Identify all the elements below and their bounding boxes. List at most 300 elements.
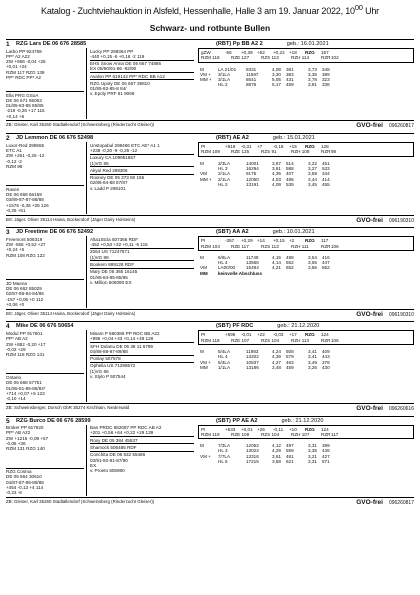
sire-line: Luxor-Red 298555 <box>6 142 45 148</box>
dam-line: 01/85-81-85-85/84* <box>6 385 46 391</box>
lactation-cell: 10837 <box>246 359 259 365</box>
lactation-cell: 3,31 <box>308 459 317 465</box>
lactation-cell: HL 3 <box>218 448 228 454</box>
lactation-cell: VM <box>200 265 207 271</box>
breeding-value: +0,01 <box>241 426 253 432</box>
lactation-table <box>198 66 414 89</box>
lot-header <box>6 416 414 425</box>
lactation-cell: 3,35 <box>308 71 317 77</box>
lactation-cell: 443 <box>322 354 330 360</box>
breeding-value: +0,29 <box>241 238 253 244</box>
dam-line: -0,23 -8 <box>6 490 22 496</box>
breeding-value: +7 <box>257 144 263 150</box>
breeding-value: -0,01 <box>241 332 252 338</box>
sire-dam-box <box>90 425 194 438</box>
sire-line: RZM 131 RZG 140 <box>6 446 45 452</box>
relative-values-row <box>201 432 411 437</box>
sire-line: +0,24 +5 <box>6 247 25 253</box>
bull-name: JD Lemmon DE 06 676 52498 <box>16 135 94 142</box>
lactation-cell: 3,30 <box>272 71 281 77</box>
lactation-cell: 4,15 <box>272 254 281 260</box>
lot-body <box>6 425 414 496</box>
lactation-cell: 552 <box>322 265 330 271</box>
relative-value: RZM 119 <box>201 431 220 437</box>
pedigree-parents <box>6 425 87 496</box>
lactation-cell: 9331 <box>246 66 257 72</box>
performance <box>194 236 414 307</box>
lot-body <box>6 48 414 119</box>
lactation-cell: 4,21 <box>272 265 281 271</box>
lactation-cell: 12052 <box>246 443 259 449</box>
lactation-cell: 1/1LA <box>218 364 231 370</box>
relative-value: RZH 113 <box>291 337 310 343</box>
sire-line: Larbo PP 924759 <box>6 48 42 54</box>
grandparent-line: Unstopabul 298466 ETC AE* A1 1 <box>90 142 160 148</box>
grandparent-line: EHS Snow Anna DE 06 667 74886 <box>90 61 161 67</box>
pedigree <box>6 142 194 213</box>
lactation-cell: 17215 <box>246 459 259 465</box>
lactation-cell: 4,14 <box>272 260 281 266</box>
lot-body <box>6 142 414 213</box>
lactation-cell: 552 <box>286 260 294 266</box>
dam-line: DE 06 662 85029 <box>6 286 42 292</box>
lactation-cell: M <box>200 254 204 260</box>
lot-footer <box>6 309 414 319</box>
breeding-value: +10 <box>289 426 297 432</box>
sire-box <box>6 425 84 469</box>
dam-sire-box <box>90 261 194 268</box>
pedigree <box>6 236 194 307</box>
relative-value: RZS 113 <box>261 243 279 249</box>
lactation-cell: 338 <box>322 82 330 88</box>
breeding-values-box <box>198 142 414 157</box>
lactation-cell: 414 <box>322 176 330 182</box>
lactation-cell: 459 <box>286 364 294 370</box>
sire-line: RZM 96 <box>6 163 23 169</box>
lactation-cell: 3,35 <box>308 448 317 454</box>
relative-value: 106 <box>331 243 339 249</box>
sire-line: Broker PP 917620 <box>6 425 44 431</box>
sire-line: ZW +1216 -0,08 +57 <box>6 435 49 441</box>
lot-number: 3 <box>6 229 10 237</box>
lactation-cell: 13202 <box>246 354 259 360</box>
breeding-value: RZG <box>305 426 315 432</box>
lot-entry <box>6 416 414 507</box>
lactation-cell: 7/7LA <box>218 453 231 459</box>
grandparent-line: Akyol Red 298306 <box>90 167 128 173</box>
bull-name: RZG Lars DE 06 676 28585 <box>16 41 87 47</box>
breeding-value: 124 <box>321 426 329 432</box>
breeding-value: +18 <box>289 50 297 55</box>
breeding-value: -0,03 <box>273 332 284 338</box>
birth-date: geb.: 21.12.2020 <box>277 323 320 330</box>
sire-dam-dam-box <box>90 437 194 444</box>
breeding-value: -0,11 <box>273 426 284 432</box>
pedigree-grandparents <box>87 142 194 213</box>
lactation-cell: 3,22 <box>308 160 317 166</box>
dam-line: +1576 -0,36 +26 126 <box>6 202 49 208</box>
lot-footer <box>6 215 414 225</box>
sire-line: ZW +882 -0,20 +17 <box>6 341 46 347</box>
lactation-cell: 389 <box>322 71 330 77</box>
lactation-cell: 3/3LA <box>218 160 231 166</box>
dam-line: +714 +0,07 +5 123 <box>6 390 45 396</box>
sire-line: Freemont 508319 <box>6 236 43 242</box>
lactation-cell: 508 <box>286 349 294 355</box>
phone-number: 096260817 <box>388 123 414 130</box>
pedigree-grandparents <box>87 330 194 401</box>
lactation-cell: 588 <box>286 166 294 171</box>
lactation-cell: 3,58 <box>272 459 281 465</box>
breeding-value: +0,15 <box>273 238 285 244</box>
breeding-value: PI <box>201 426 206 432</box>
lactation-cell: 4,39 <box>272 354 281 360</box>
pedigree-grandparents <box>87 425 194 496</box>
lactation-cell: 3,41 <box>308 354 317 360</box>
lot-entry <box>6 133 414 224</box>
grandparent-line: RZG Upoly DE 06 667 39810 <box>90 80 150 86</box>
lactation-cell: 3,73 <box>308 66 317 72</box>
grandparent-line: Shamock 506485 RDF <box>90 444 137 450</box>
performance <box>194 425 414 496</box>
breeding-value: +0,39 <box>241 50 253 55</box>
owner-line: ZB: Gleiser, Karl 35260 Stadtallendorf (Schweinsberg (Rinderzucht Gleiser)) <box>6 122 155 128</box>
lot-number: 1 <box>6 41 10 48</box>
dam-line: JD Maena <box>6 280 27 286</box>
dam-line: Raven <box>6 186 20 192</box>
lactation-cell: 13316 <box>246 453 259 459</box>
grandparent-line: +238 -0,20 -9 -0,25 -12 <box>90 147 138 153</box>
gvo-status: GVO-frei 096260817 <box>356 122 414 130</box>
lactation-cell: MM <box>200 270 208 276</box>
relative-values-row <box>201 338 411 343</box>
lactation-cell: 8876 <box>246 82 257 88</box>
dam-line: -219 -0,26 +17 115 <box>6 108 45 114</box>
breeding-value: RZG <box>305 332 315 338</box>
dam-line: DE 06 671 65063 <box>6 97 42 103</box>
breeding-value: -0,18 <box>273 144 284 150</box>
pedigree-parents <box>6 48 87 119</box>
lactation-cell <box>272 271 286 276</box>
gvo-status: GVO-frei 096190310 <box>356 310 414 318</box>
lactation-cell: LA 21/01 <box>218 66 237 72</box>
breeding-value: +633 <box>225 426 236 432</box>
phone-number: 096260616 <box>388 405 414 412</box>
dam-sire-box <box>90 73 194 80</box>
sire-line: ZW +261 -0,25 -12 <box>6 153 45 159</box>
lactation-cell <box>200 459 218 464</box>
dam-line: -157 +0,06 +0 112 <box>6 296 44 302</box>
lot-body <box>6 236 414 307</box>
lactation-cell: VM + <box>200 359 211 365</box>
lactation-cell: 3,61 <box>272 453 281 459</box>
sire-dam-box <box>90 48 194 61</box>
lactation-cell: 3,44 <box>308 176 317 182</box>
grandparent-line: Lucky PP 298364 PP <box>90 48 134 54</box>
birth-date: geb.: 10.01.2021 <box>272 229 315 236</box>
breeding-value: 128 <box>321 144 329 150</box>
lactation-cell: 13186 <box>246 364 259 370</box>
grandparent-line: Roxy DE 05 384 45537 <box>90 437 138 443</box>
lactation-cell: HL 2 <box>218 181 228 187</box>
performance <box>194 142 414 213</box>
breeding-value: 124 <box>321 332 329 338</box>
lactation-cell: 381 <box>286 66 294 72</box>
lot-number: 5 <box>6 417 10 425</box>
sire-line: RZM 108 RZG 122 <box>6 252 45 258</box>
dam-box <box>6 469 84 496</box>
breeding-values-box <box>198 48 414 63</box>
lactation-cell: LA00/00 <box>218 265 236 271</box>
lactation-cell: 459 <box>286 82 294 88</box>
lot-number: 4 <box>6 323 10 331</box>
relative-value: RZH 107 <box>291 431 310 437</box>
relative-value: RZM 104 <box>201 243 220 249</box>
lactation-cell: 4,24 <box>272 349 281 355</box>
lactation-cell: MM <box>200 364 208 370</box>
pedigree <box>6 48 194 119</box>
lactation-cell: 11749 <box>246 254 259 260</box>
sire-line: -0,06 +36 <box>6 440 26 446</box>
lactation-cell: 11983 <box>246 349 259 355</box>
phone-number: 096260817 <box>388 500 414 507</box>
performance <box>194 48 414 119</box>
catalog-title: Katalog - Zuchtviehauktion in Alsfeld, Hessenhalle, Halle 3 am 19. Januar 2022, 10 <box>41 6 355 16</box>
breeding-value: +919 <box>225 144 236 150</box>
lactation-cell: 3,61 <box>272 166 281 171</box>
lactation-cell: 579 <box>286 354 294 360</box>
lactation-cell: 13191 <box>246 181 259 187</box>
breeding-value: +2 <box>289 238 295 244</box>
breeding-values-box <box>198 425 414 440</box>
dam-dam-box <box>90 363 194 380</box>
relative-value: RZE 109 <box>231 431 250 437</box>
lactation-cell: 323 <box>322 77 330 83</box>
lot-header <box>6 321 414 330</box>
dam-sire-box <box>90 356 194 363</box>
relative-value: RZS 91 <box>261 149 277 155</box>
lactation-cell: 3,21 <box>308 453 317 459</box>
lactation-cell: 447 <box>322 260 330 266</box>
lactation-cell: 3,81 <box>308 82 317 88</box>
grandparent-line: Bookem 889128 RDF <box>90 261 135 267</box>
grandparent-line: SFH Dolanu DE 05 38 11 6799 <box>90 343 153 349</box>
sire-dam-dam-box <box>90 61 194 74</box>
sire-line: RZM 118 RZG 131 <box>6 352 45 358</box>
breeding-values-box <box>198 236 414 251</box>
breeding-value: PI <box>201 332 206 338</box>
grandparent-line: Alta1Stcla 507366 RDF <box>90 236 139 242</box>
grandparent-line: Ponlay 507578 <box>90 356 121 362</box>
dam-dam-box <box>90 269 194 286</box>
lactation-cell: 16294 <box>246 166 259 171</box>
sire-line: Modul PP 917601 <box>6 330 43 336</box>
lactation-cell: 621 <box>286 459 294 465</box>
lot-number: 2 <box>6 135 10 143</box>
lactation-cell: 4,27 <box>272 359 281 365</box>
lactation-cell: 3,41 <box>308 349 317 355</box>
lactation-cell: VM <box>200 171 207 177</box>
time-superscript: 00 <box>354 3 363 12</box>
lactation-cell <box>286 271 308 276</box>
breed-code: (RBT) AE A2 <box>216 135 249 142</box>
lactation-cell: 3,48 <box>272 364 281 370</box>
lactation-cell: 7/3LA <box>218 443 231 449</box>
lactation-cell: 431 <box>286 77 294 83</box>
dam-line: 01/85-83-85 85/85 <box>6 103 44 109</box>
lactation-cell: 12050 <box>246 176 259 182</box>
lactation-cell: 5,17 <box>272 82 281 88</box>
sire-line: ETC A1 <box>6 147 22 153</box>
dam-box <box>6 186 84 213</box>
lactation-cell: 9175 <box>246 171 257 177</box>
birth-date: geb.: 21.12.2020 <box>281 417 324 424</box>
relative-value: RZR <box>321 243 331 249</box>
dam-sire-box <box>90 167 194 174</box>
phone-number: 096190310 <box>388 217 414 224</box>
grandparent-line: (1)VG 88 <box>90 254 109 260</box>
grandparent-line: EX 05/90/91-86 -92/90 <box>90 66 137 72</box>
pedigree <box>6 330 194 401</box>
lot-entry <box>6 227 414 318</box>
lactation-row <box>200 182 412 187</box>
lot-entry <box>6 39 414 130</box>
gvo-status: GVO-frei 096190310 <box>356 216 414 224</box>
grandparent-line: v. Proeto 505980 <box>90 468 125 474</box>
lactation-cell: 5/4LA <box>218 359 231 365</box>
lactation-cell <box>200 182 218 187</box>
lactation-cell: 5,05 <box>272 77 281 83</box>
sire-line: +0,01 +24 <box>6 64 27 70</box>
grandparent-line: v. Stylo P 507544 <box>90 373 126 379</box>
relative-values-row <box>201 244 411 249</box>
owner-line: BS: Jäger, Oliver 35114 Haina, Bockendorf (Jäger Dairy Holsteins) <box>6 216 136 222</box>
dam-line: 04/87-87-86-89/88 <box>6 479 44 485</box>
grandparent-line: 01/86-84-85-85/85 <box>90 274 128 280</box>
sire-box <box>6 236 84 280</box>
sire-box <box>6 142 84 186</box>
relative-value: RZE 107 <box>231 337 250 343</box>
breeding-value: +52 <box>257 50 265 55</box>
grandparent-line: v. Million 506090 EX <box>90 279 132 285</box>
grandparent-line: Misam P 680386 PP RDC BB A22 <box>90 330 160 336</box>
section-title: Schwarz- und rotbunte Bullen <box>149 23 271 33</box>
grandparent-line: -452 +0,53 +32 +0,11 -5 115 <box>90 242 148 248</box>
grandparent-line: 01/85-82-85-8 84/ <box>90 86 127 92</box>
grandparent-line: Luxury CA 109951657 <box>90 155 136 161</box>
lactation-cell: 3,26 <box>308 364 317 370</box>
grandparent-line: Rooney DE 05 373 50 155 <box>90 175 145 181</box>
lactation-cell: MM + <box>200 77 212 83</box>
dam-dam-box <box>90 80 194 97</box>
lactation-cell: M <box>200 349 204 355</box>
lactation-cell: 3,56 <box>308 265 317 271</box>
lactation-cell: M <box>200 160 204 166</box>
lactation-cell: 3/1LA <box>218 77 231 83</box>
dam-line: Ella PRG GSoA <box>6 92 39 98</box>
lactation-cell: 5/4LA <box>218 349 231 355</box>
relative-value: RZR <box>321 149 331 155</box>
lactation-cell: 3,54 <box>308 254 317 260</box>
lactation-cell: 3,45 <box>308 181 317 187</box>
grandparent-line: 2064 US 71247671 <box>90 249 130 255</box>
lactation-cell: 416 <box>322 254 330 260</box>
breeding-value: 117 <box>321 238 329 244</box>
sire-line: PP* RDC PP* A2 <box>6 74 41 80</box>
lactation-cell: 13566 <box>246 260 259 266</box>
lactation-cell: 4,09 <box>272 181 281 187</box>
lactation-cell: M <box>200 66 204 72</box>
relative-value: RZH 108 <box>291 149 310 155</box>
dam-line: +0,14 +6 <box>6 113 25 119</box>
lactation-cell: 3,67 <box>272 160 281 166</box>
breeding-value: 157 <box>321 50 329 55</box>
breeding-value: RZG <box>305 50 315 55</box>
dam-line: +0,06 +0 <box>6 301 25 307</box>
lactation-cell: 2/1LA <box>218 176 231 182</box>
lactation-cell: 378 <box>322 359 330 365</box>
grandparent-line: -440 +0,15 -6 +0,16 -2 119 <box>90 53 145 59</box>
lactation-cell: 533 <box>322 166 330 171</box>
pedigree-parents <box>6 330 87 401</box>
grandparent-line: +996 +0,04 +43 +0,14 +49 128 <box>90 336 154 342</box>
grandparent-line: 03/91-92-91-87/90 <box>90 457 128 463</box>
breed-code: (SBT) PP AE A2 <box>216 417 258 424</box>
lot-body <box>6 330 414 401</box>
lactation-cell: 3,49 <box>308 359 317 365</box>
lactation-cell: 407 <box>286 171 294 177</box>
lactation-table <box>198 348 414 371</box>
lactation-cell: HL 5 <box>218 459 228 465</box>
sire-line: PP* AB A2 <box>6 336 28 342</box>
lactation-row <box>200 271 412 276</box>
lactation-cell: MM + <box>200 176 212 182</box>
relative-value: RZH 114 <box>291 55 310 61</box>
lactation-cell: HL 4 <box>218 354 228 360</box>
relative-value: RZE 125 <box>231 149 250 155</box>
lactation-table <box>198 160 414 188</box>
breeding-value: -357 <box>225 238 235 244</box>
lactation-cell: HL 2 <box>218 82 228 88</box>
lactation-row <box>200 365 412 370</box>
sire-line: ZW +666 -0,04 +25 <box>6 59 46 65</box>
lactation-cell: M <box>200 443 204 449</box>
lactation-cell: 488 <box>286 254 294 260</box>
bull-name: Mike DE 06 676 50654 <box>16 323 74 330</box>
lactation-cell: 8541 <box>246 77 257 83</box>
relative-value: RZE 117 <box>231 243 249 249</box>
dam-box <box>6 374 84 401</box>
lactation-cell <box>322 271 344 276</box>
lactation-cell: 430 <box>322 364 330 370</box>
sire-dam-dam-box <box>90 249 194 262</box>
grandparent-line: v. Epoly PRF 61 9068 <box>90 91 135 97</box>
relative-value: RZS 104 <box>261 337 280 343</box>
bull-name: RZG Burco DE 06 676 28599 <box>16 417 91 424</box>
lactation-row <box>200 82 412 87</box>
birth-date: geb.: 16.01.2021 <box>286 41 329 47</box>
dam-line: Ontario <box>6 374 22 380</box>
bull-name: JD Freetime DE 06 676 52492 <box>16 229 94 236</box>
time-suffix: Uhr <box>362 6 379 16</box>
lactation-cell: 481 <box>286 453 294 459</box>
relative-value: RZS 104 <box>261 431 280 437</box>
dam-line: +454 -0,13 +4 114 <box>6 484 44 490</box>
grandparent-line: 02/86-84-88 87/87 <box>90 180 128 186</box>
grandparent-line: Conchita DE 06 632 55486 <box>90 452 146 458</box>
lactation-cell: 14001 <box>246 160 259 166</box>
relative-value: 117 <box>331 431 339 437</box>
